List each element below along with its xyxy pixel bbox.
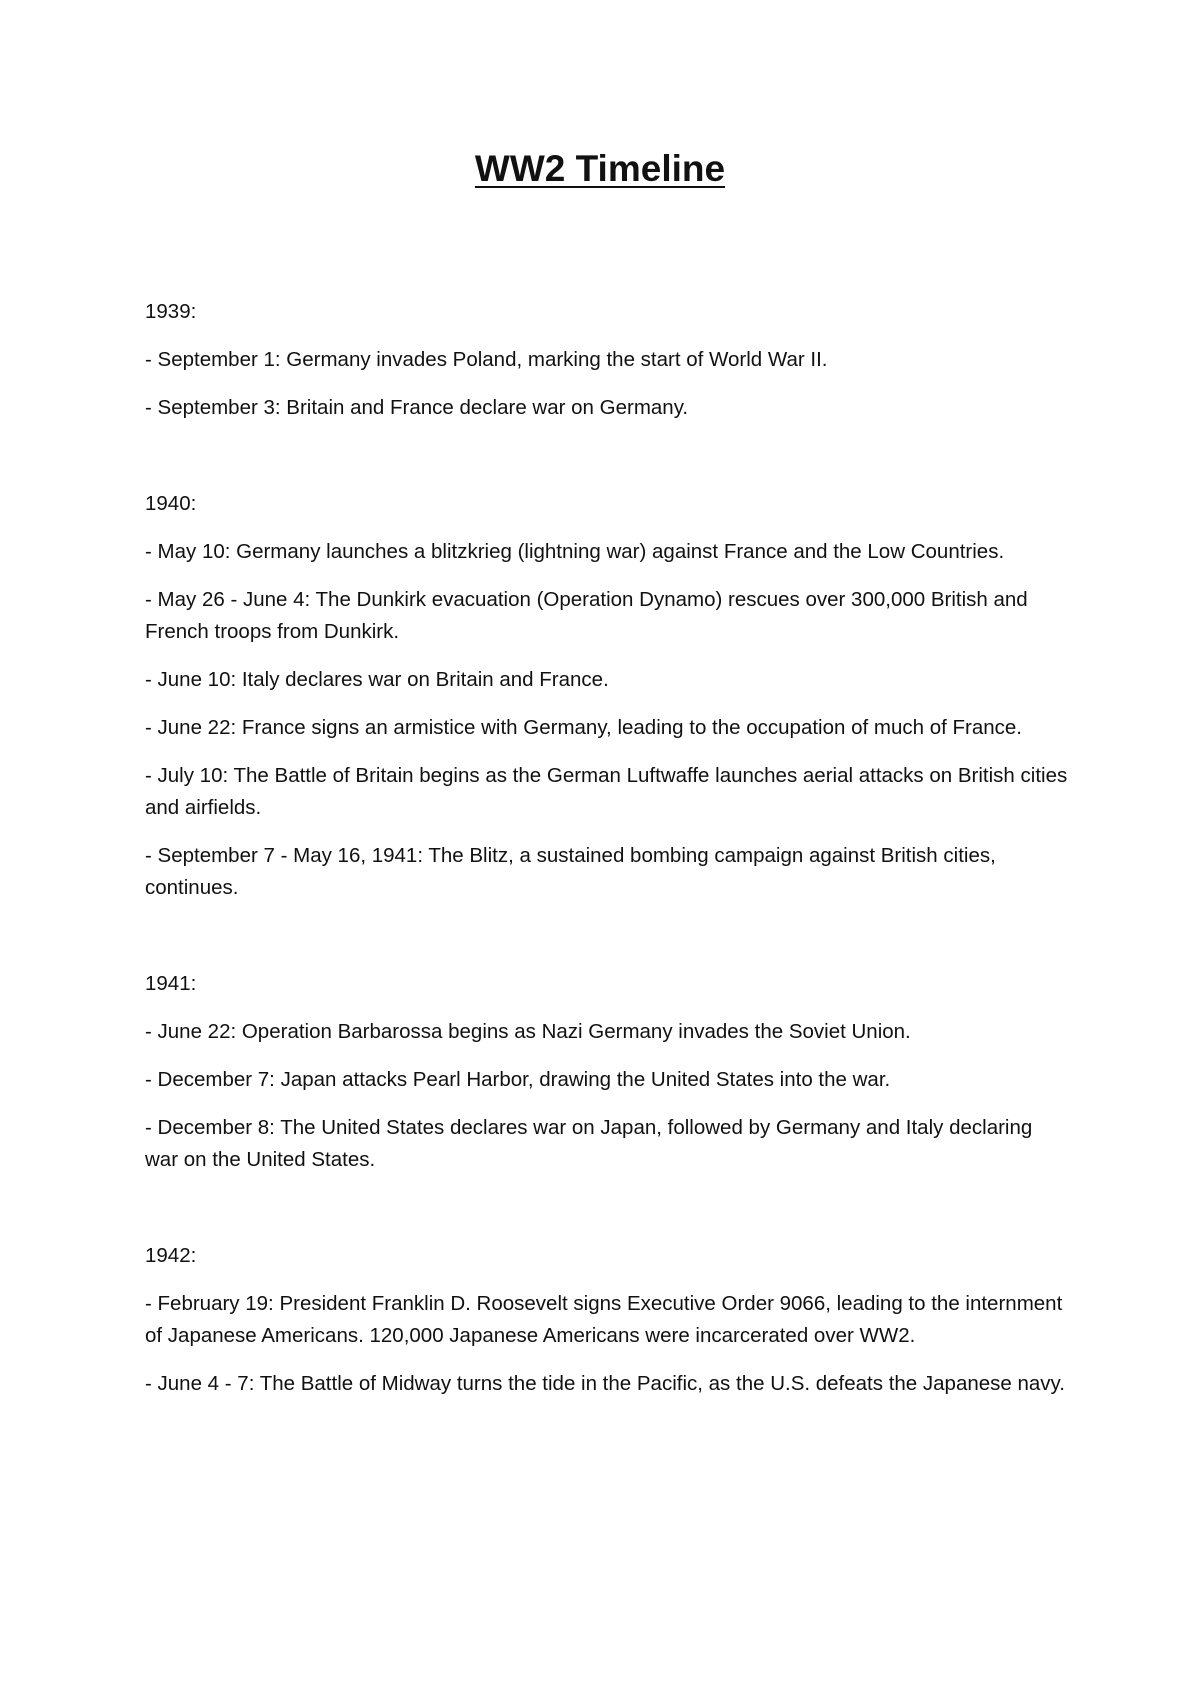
year-heading: 1939: — [145, 300, 197, 323]
year-section-1940 — [145, 488, 1070, 904]
timeline-event: - May 26 - June 4: The Dunkirk evacuation (Operation Dynamo) rescues over 300,000 British and French troops from Dunkirk. — [145, 588, 1028, 643]
timeline-event: - July 10: The Battle of Britain begins as the German Luftwaffe launches aerial attacks on British cities and airfields. — [145, 764, 1068, 819]
timeline-event: - September 7 - May 16, 1941: The Blitz, a sustained bombing campaign against British cities, continues. — [145, 844, 996, 899]
year-heading: 1940: — [145, 492, 197, 515]
year-heading: 1942: — [145, 1244, 197, 1267]
timeline-content — [145, 296, 1070, 1464]
document-title: WW2 Timeline — [474, 148, 726, 189]
year-section-1942 — [145, 1240, 1070, 1400]
timeline-event: - June 4 - 7: The Battle of Midway turns the tide in the Pacific, as the U.S. defeats the Japanese navy. — [145, 1372, 1065, 1395]
timeline-event: - September 3: Britain and France declare war on Germany. — [145, 396, 689, 419]
timeline-event: - June 22: France signs an armistice with Germany, leading to the occupation of much of France. — [145, 716, 1022, 739]
timeline-event: - September 1: Germany invades Poland, marking the start of World War II. — [145, 348, 828, 371]
timeline-event: - December 8: The United States declares war on Japan, followed by Germany and Italy declaring war on the United States. — [145, 1116, 1033, 1171]
timeline-event: - February 19: President Franklin D. Roosevelt signs Executive Order 9066, leading to the internment of Japanese Americans. 120,000 Japanese Americans were incarcerated over WW2. — [145, 1292, 1063, 1347]
timeline-event: - June 22: Operation Barbarossa begins as Nazi Germany invades the Soviet Union. — [145, 1020, 911, 1043]
year-section-1939 — [145, 296, 1070, 424]
timeline-event: - May 10: Germany launches a blitzkrieg (lightning war) against France and the Low Countries. — [145, 540, 1005, 563]
timeline-event: - December 7: Japan attacks Pearl Harbor, drawing the United States into the war. — [145, 1068, 891, 1091]
year-heading: 1941: — [145, 972, 197, 995]
timeline-event: - June 10: Italy declares war on Britain and France. — [145, 668, 609, 691]
year-section-1941 — [145, 968, 1070, 1176]
